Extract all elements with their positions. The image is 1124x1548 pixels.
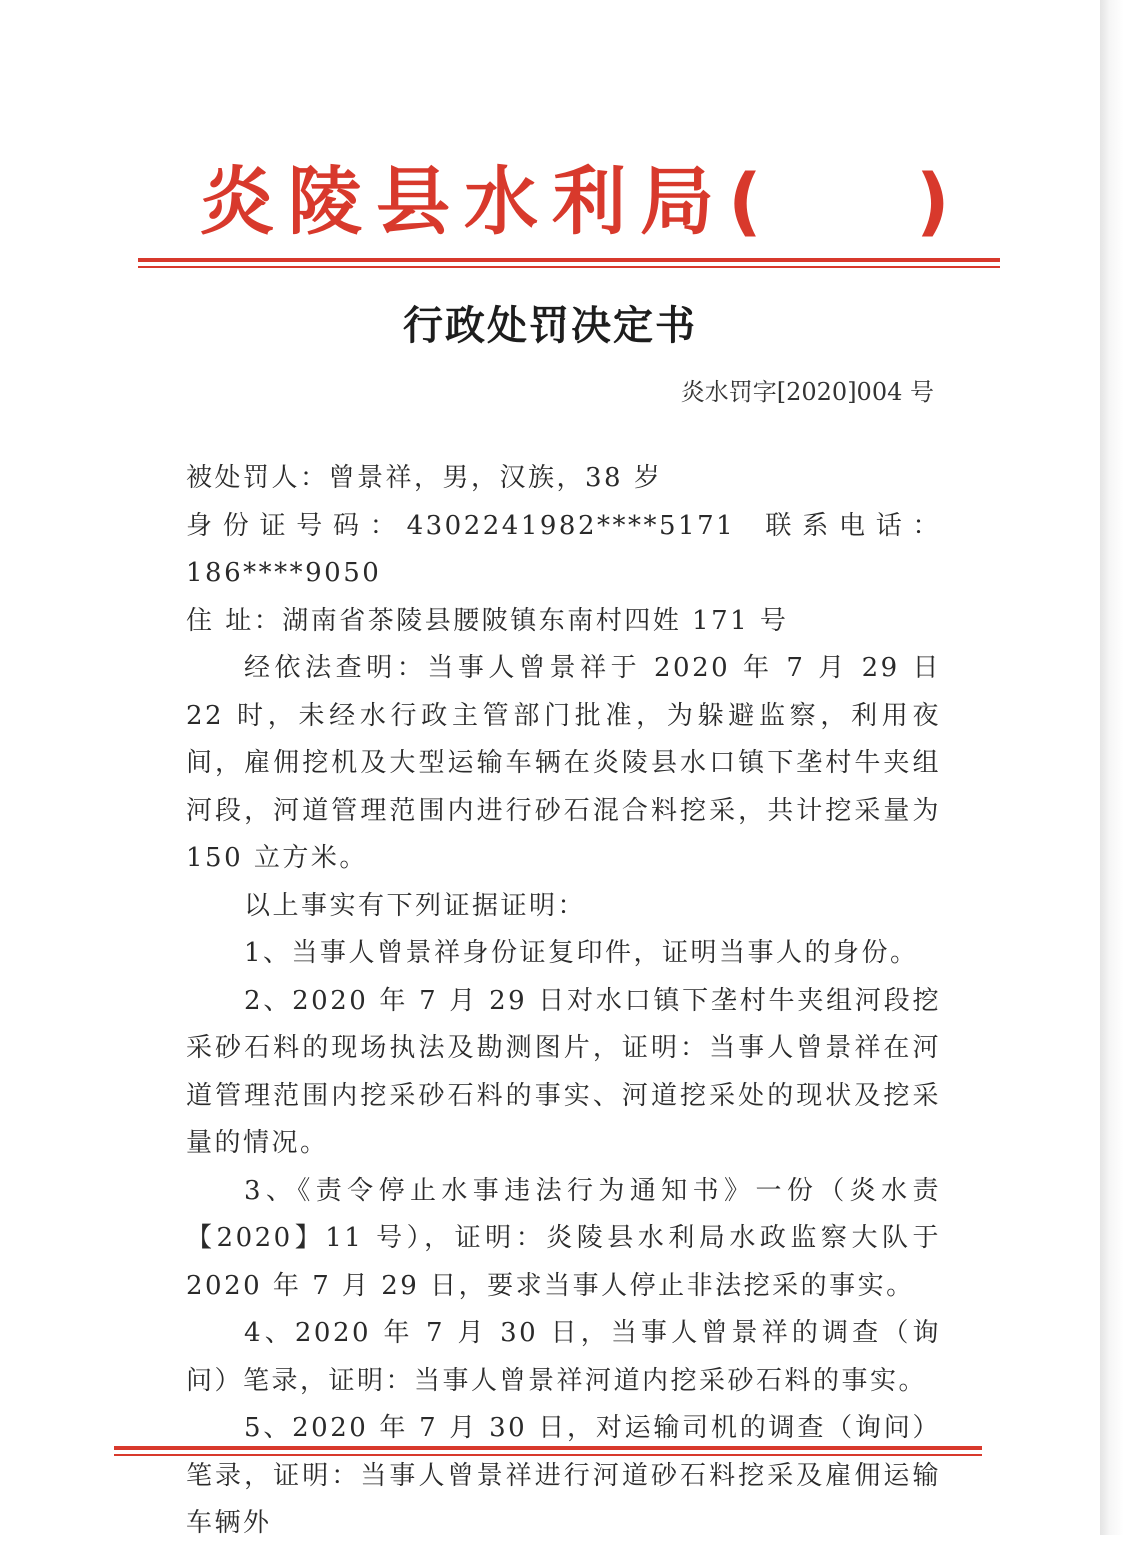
page-edge-shadow	[1100, 0, 1124, 1535]
party-address-line: 住 址：湖南省茶陵县腰陂镇东南村四姓 171 号	[186, 605, 789, 636]
party-phone: 联系电话：186****9050	[186, 510, 941, 588]
party-name-line: 被处罚人：曾景祥，男，汉族，38 岁	[186, 463, 663, 493]
evidence-item-3: 3、《责令停止水事违法行为通知书》一份（炎水责【2020】11 号），证明：炎陵县水利局水政监察大队于 2020 年 7 月 29 日，要求当事人停止非法挖采的事实。	[186, 1175, 941, 1301]
document-number: 炎水罚字[2020]004 号	[680, 378, 934, 406]
footer-rule-thick	[114, 1446, 982, 1450]
findings-paragraph: 经依法查明：当事人曾景祥于 2020 年 7 月 29 日 22 时，未经水行政主管部门批准，为躲避监察，利用夜间，雇佣挖机及大型运输车辆在炎陵县水口镇下垄村牛夹组河段，河道管理范围内进行砂石混合料挖采，共计挖采量为 150 立方米。	[186, 653, 941, 873]
paren-close: )	[915, 159, 964, 245]
agency-letterhead	[200, 152, 980, 252]
letterhead-rule-thick	[138, 258, 1000, 262]
agency-name: 炎陵县水利局	[200, 159, 728, 245]
paren-open: (	[728, 159, 776, 245]
party-id-number: 身份证号码：4302241982****5171	[186, 510, 736, 541]
evidence-item-4: 4、2020 年 7 月 30 日，当事人曾景祥的调查（询问）笔录，证明：当事人曾景祥河道内挖采砂石料的事实。	[186, 1318, 941, 1396]
evidence-intro: 以上事实有下列证据证明：	[244, 890, 587, 921]
evidence-item-2: 2、2020 年 7 月 29 日对水口镇下垄村牛夹组河段挖采砂石料的现场执法及勘测图片，证明：当事人曾景祥在河道管理范围内挖采砂石料的事实、河道挖采处的现状及挖采量的情况。	[186, 985, 941, 1158]
document-body	[186, 455, 941, 1548]
party-id-phone-line	[186, 503, 941, 598]
footer-rule-thin	[114, 1454, 982, 1456]
evidence-item-1: 1、当事人曾景祥身份证复印件，证明当事人的身份。	[244, 938, 919, 968]
document-title: 行政处罚决定书	[403, 303, 697, 349]
evidence-item-5: 5、2020 年 7 月 30 日，对运输司机的调查（询问）笔录，证明：当事人曾景祥进行河道砂石料挖采及雇佣运输车辆外	[186, 1413, 941, 1538]
letterhead-rule-thin	[138, 266, 1000, 268]
